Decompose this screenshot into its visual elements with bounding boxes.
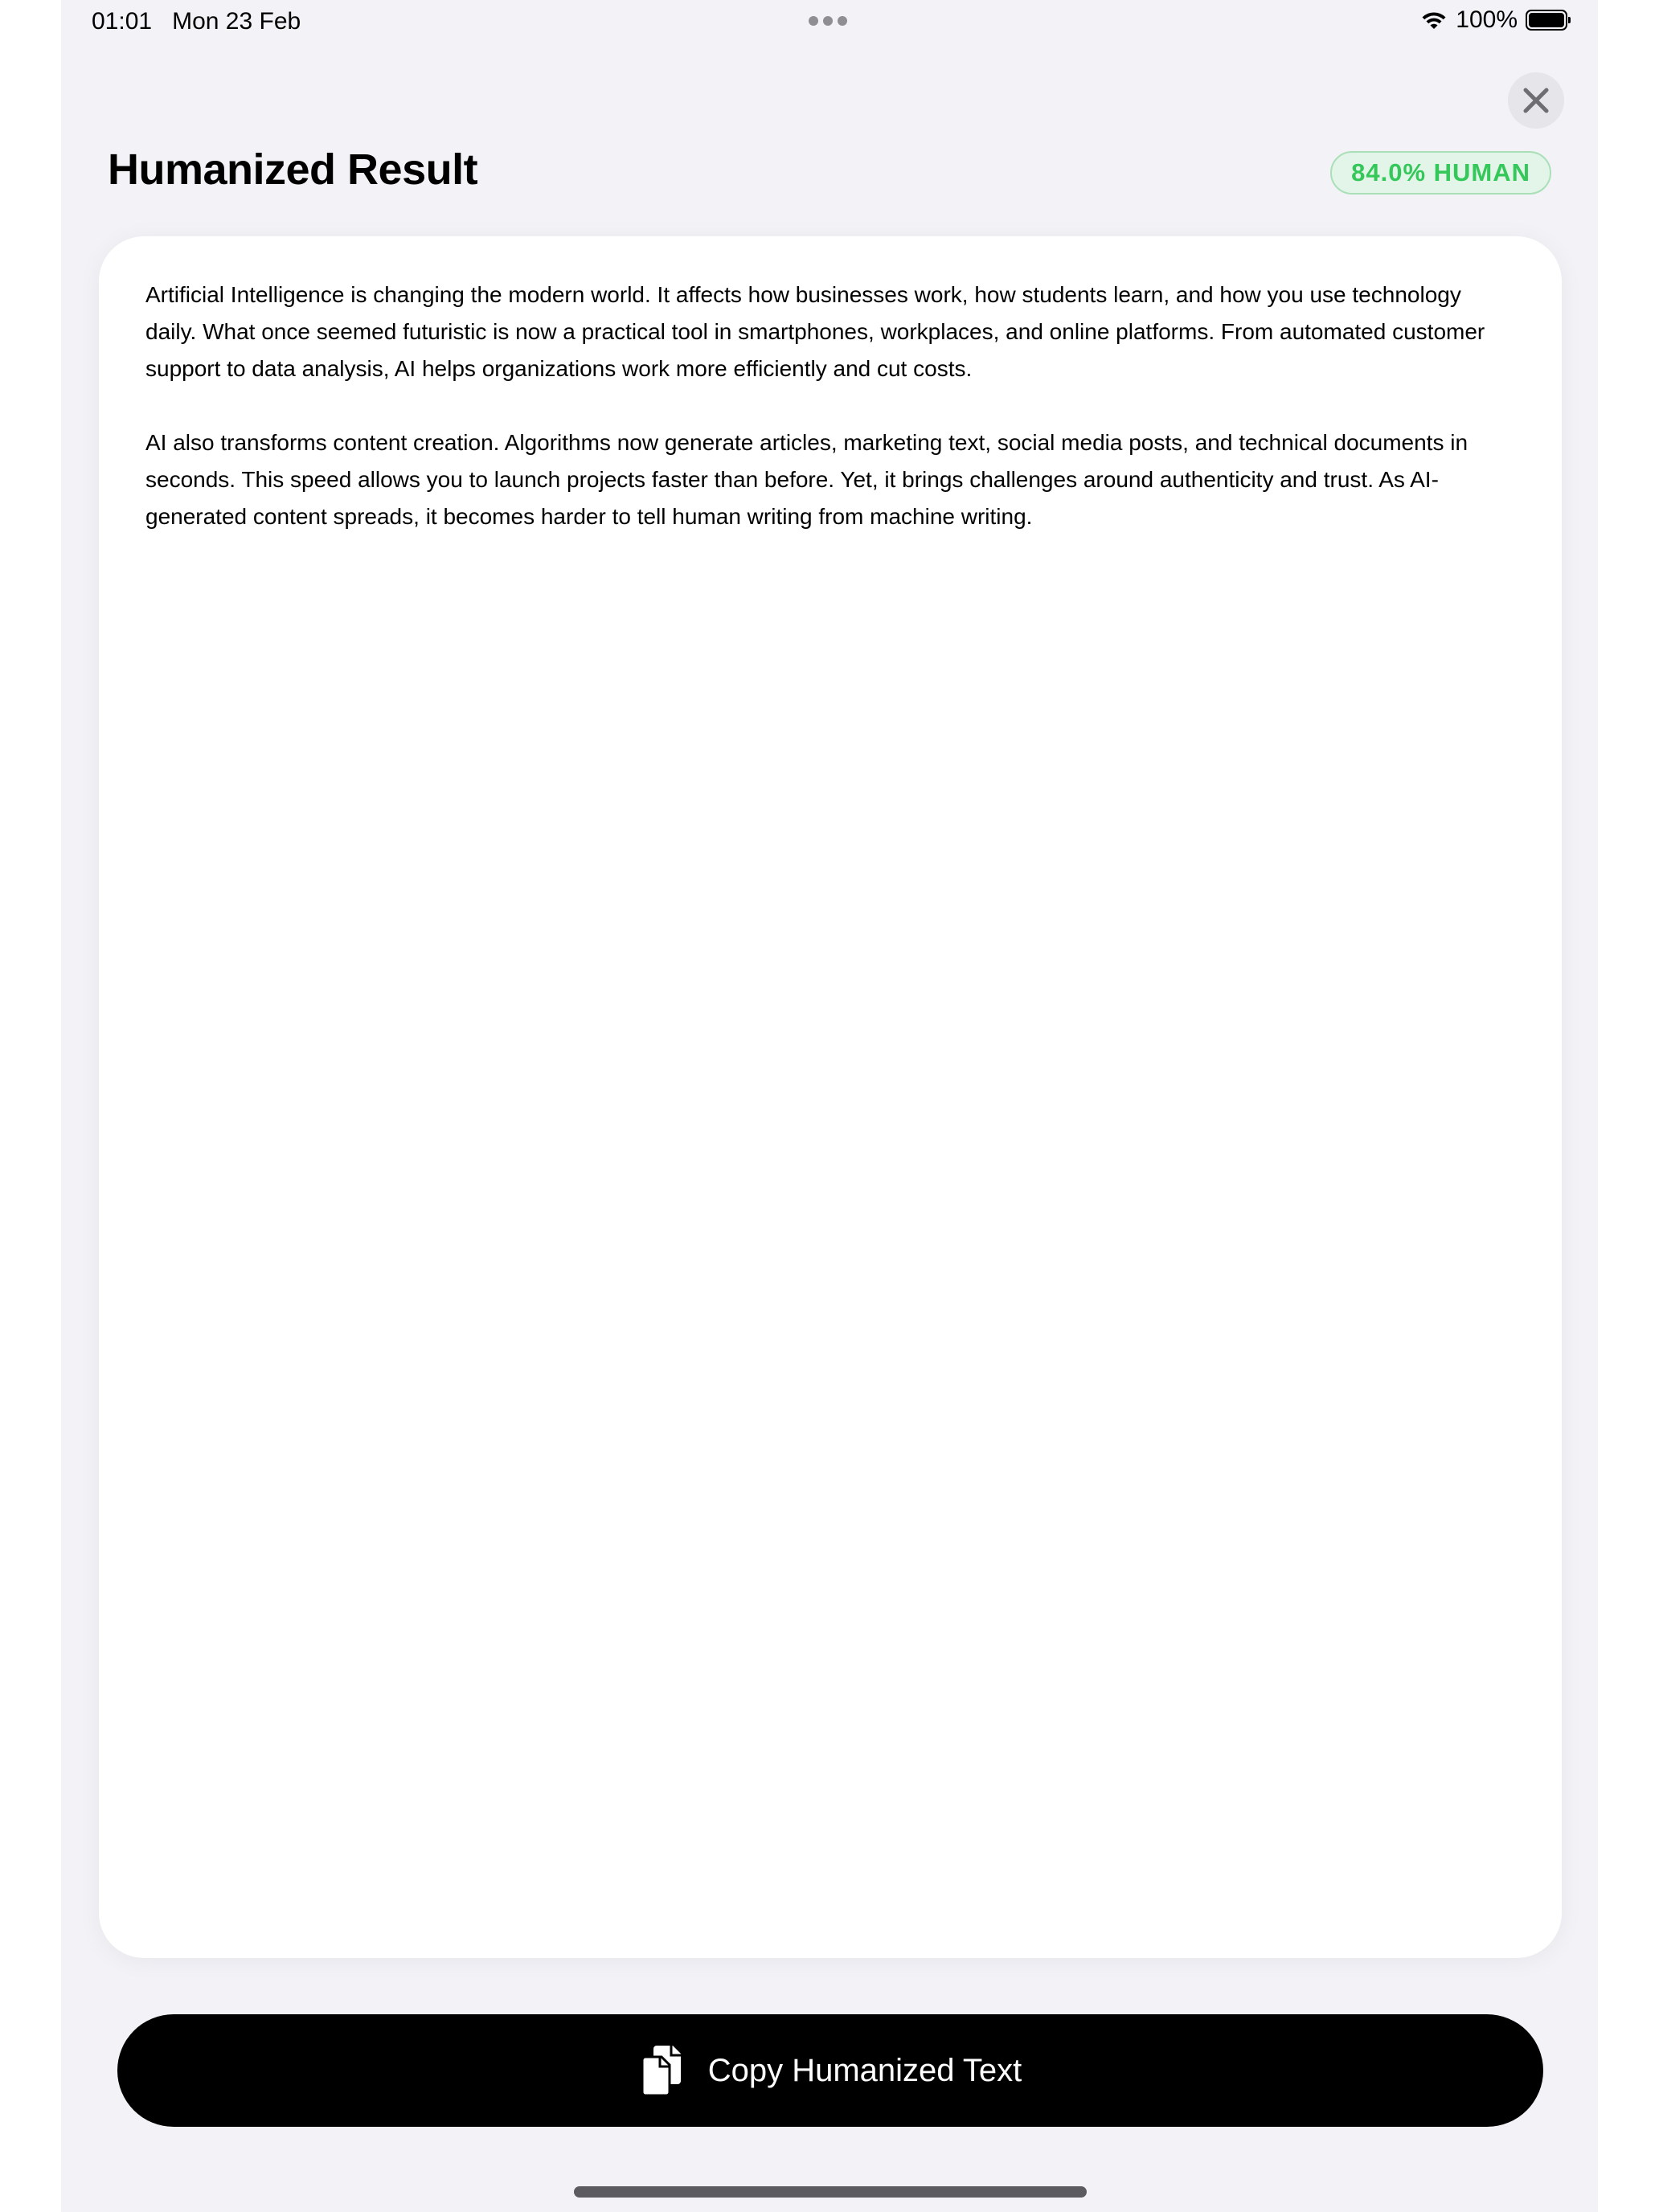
status-time [92, 8, 301, 35]
status-clock: 01:01 [92, 8, 153, 35]
battery-percent: 100% [1456, 6, 1518, 33]
home-indicator[interactable] [574, 2186, 1087, 2198]
status-indicators [1420, 6, 1567, 34]
page-title: Humanized Result [108, 145, 478, 194]
copy-document-icon [639, 2044, 684, 2097]
status-date: Mon 23 Feb [172, 8, 301, 35]
result-text-card[interactable] [99, 236, 1562, 1958]
copy-humanized-text-button[interactable] [117, 2014, 1543, 2127]
copy-button-label: Copy Humanized Text [707, 2052, 1022, 2088]
battery-icon [1526, 10, 1567, 31]
close-icon [1522, 86, 1550, 115]
more-dots-icon[interactable] [809, 16, 847, 26]
modal-sheet [61, 0, 1598, 2212]
result-paragraph: Artificial Intelligence is changing the modern world. It affects how businesses work, how students learn, and how you use technology daily. What once seemed futuristic is now a practical tool in smartphones, workplaces, and online platforms. From automated customer support to data analysis, AI helps organizations work more efficiently and cut costs. [145, 282, 1485, 381]
close-button[interactable] [1508, 72, 1564, 129]
human-score-badge: 84.0% HUMAN [1330, 151, 1551, 195]
result-paragraph: AI also transforms content creation. Algorithms now generate articles, marketing text, social media posts, and technical documents in seconds. This speed allows you to launch projects faster than before. Yet, it brings challenges around authenticity and trust. As AI-generated content spreads, it becomes harder to tell human writing from machine writing. [145, 430, 1469, 529]
wifi-icon [1420, 10, 1448, 31]
